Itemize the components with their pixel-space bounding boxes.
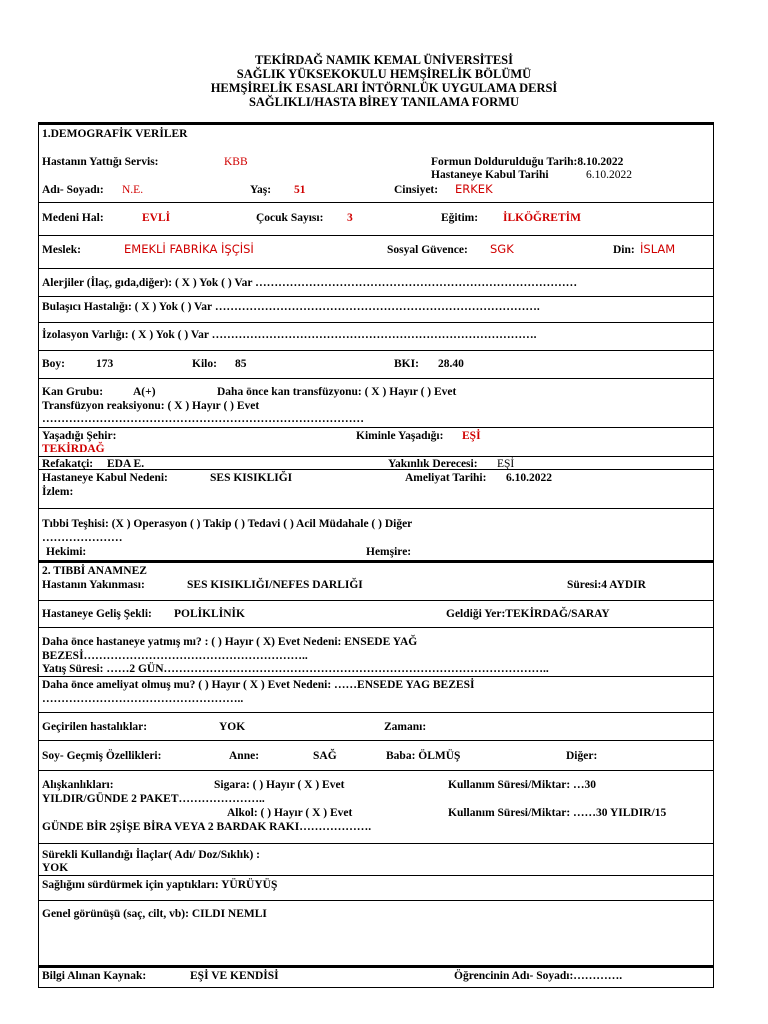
row-divider	[38, 770, 714, 771]
row-divider	[38, 235, 714, 236]
row-divider	[38, 900, 714, 901]
admission-date-value: 6.10.2022	[586, 169, 632, 181]
row-divider	[38, 427, 714, 428]
smoking-row: Sigara: ( ) Hayır ( X ) Evet	[214, 779, 345, 791]
row-divider	[38, 508, 714, 509]
illness-time-label: Zamanı:	[384, 721, 427, 733]
blood-group-value: A(+)	[133, 386, 156, 398]
isolation-row: İzolasyon Varlığı: ( X ) Yok ( ) Var ………………………………………………………………………….	[42, 329, 537, 341]
servis-value: KBB	[224, 156, 248, 168]
city-value: TEKİRDAĞ	[42, 443, 105, 455]
mother-value: SAĞ	[313, 750, 337, 762]
origin-place: Geldiği Yer:TEKİRDAĞ/SARAY	[446, 608, 610, 620]
form-date: Formun Doldurulduğu Tarih:8.10.2022	[431, 156, 624, 168]
alcohol-usage-cont: GÜNDE BİR 2ŞİŞE BİRA VEYA 2 BARDAK RAKI……………….	[42, 821, 372, 833]
servis-label: Hastanın Yattığı Servis:	[42, 156, 159, 168]
row-divider	[38, 712, 714, 713]
relation-label: Yakınlık Derecesi:	[388, 458, 478, 470]
name-label: Adı- Soyadı:	[42, 184, 104, 196]
form-title: SAĞLIKLI/HASTA BİREY TANILAMA FORMU	[248, 95, 520, 109]
section-demographic: 1.DEMOGRAFİK VERİLER	[42, 128, 188, 140]
stay-duration: Yatış Süresi: ……2 GÜN………………………………………………………………………………………..	[42, 663, 549, 675]
row-divider	[38, 600, 714, 601]
row-divider	[38, 875, 714, 876]
row-divider	[38, 740, 714, 741]
row-divider	[38, 627, 714, 628]
alcohol-usage: Kullanım Süresi/Miktar: ……30 YILDIR/15	[448, 807, 667, 819]
weight-label: Kilo:	[192, 358, 217, 370]
prior-surgery: Daha önce ameliyat olmuş mu? ( ) Hayır ( X ) Evet Nedeni: ……ENSEDE YAG BEZESİ	[42, 679, 475, 691]
bmi-value: 28.40	[438, 358, 464, 370]
weight-value: 85	[235, 358, 247, 370]
occupation-value: EMEKLİ FABRİKA İŞÇİSİ	[124, 242, 254, 256]
insurance-value: SGK	[490, 242, 514, 256]
row-divider	[38, 350, 714, 351]
name-value: N.E.	[122, 184, 144, 196]
admission-date-label: Hastaneye Kabul Tarihi	[431, 169, 549, 181]
info-source-value: EŞİ VE KENDİSİ	[190, 970, 279, 982]
row-divider	[38, 268, 714, 269]
age-value: 51	[294, 184, 306, 196]
nurse-label: Hemşire:	[366, 546, 412, 558]
companion-value: EDA E.	[107, 458, 145, 470]
surgery-date-label: Ameliyat Tarihi:	[405, 472, 487, 484]
lives-with-value: EŞİ	[462, 430, 481, 442]
medications-value: YOK	[42, 862, 69, 874]
university-title: TEKİRDAĞ NAMIK KEMAL ÜNİVERSİTESİ	[254, 53, 514, 67]
row-divider	[38, 202, 714, 203]
row-divider	[38, 378, 714, 379]
companion-label: Refakatçi:	[42, 458, 94, 470]
row-divider	[38, 676, 714, 677]
bmi-label: BKI:	[394, 358, 419, 370]
gender-value: ERKEK	[455, 182, 493, 196]
alcohol-row: Alkol: ( ) Hayır ( X ) Evet	[227, 807, 353, 819]
prior-hospitalization: Daha önce hastaneye yatmış mı? : ( ) Hayır ( X) Evet Nedeni: ENSEDE YAĞ	[42, 636, 418, 648]
row-divider	[38, 322, 714, 323]
smoking-usage: Kullanım Süresi/Miktar: …30	[448, 779, 597, 791]
smoking-usage-cont: YILDIR/GÜNDE 2 PAKET…………………..	[42, 793, 265, 805]
education-value: İLKÖĞRETİM	[503, 212, 581, 224]
mother-label: Anne:	[229, 750, 260, 762]
section-rule	[38, 560, 714, 563]
relation-value: EŞİ	[497, 458, 515, 470]
transfusion-row: Daha önce kan transfüzyonu: ( X ) Hayır ( ) Evet	[217, 386, 457, 398]
insurance-label: Sosyal Güvence:	[387, 244, 468, 256]
surgery-date-value: 6.10.2022	[506, 472, 552, 484]
complaint-duration: Süresi:4 AYDIR	[567, 579, 646, 591]
allergies-row: Alerjiler (İlaç, gıda,diğer): ( X ) Yok ( ) Var …………………………………………………………………………	[42, 277, 578, 289]
row-divider	[38, 296, 714, 297]
height-label: Boy:	[42, 358, 65, 370]
complaint-value: SES KISIKLIĞI/NEFES DARLIĞI	[187, 579, 363, 591]
age-label: Yaş:	[250, 184, 272, 196]
admission-reason-label: Hastaneye Kabul Nedeni:	[42, 472, 168, 484]
marital-value: EVLİ	[142, 212, 171, 224]
blood-group-label: Kan Grubu:	[42, 386, 104, 398]
school-title: SAĞLIK YÜKSEKOKULU HEMŞİRELİK BÖLÜMÜ	[236, 67, 532, 81]
education-label: Eğitim:	[441, 212, 479, 224]
infectious-row: Bulaşıcı Hastalığı: ( X ) Yok ( ) Var ………………………………………………………………………….	[42, 301, 540, 313]
diagnosis-row: Tıbbi Teşhisi: (X ) Operasyon ( ) Takip ( ) Tedavi ( ) Acil Müdahale ( ) Diğer	[42, 518, 413, 530]
row-divider	[38, 456, 714, 457]
health-maintenance: Sağlığını sürdürmek için yaptıkları: YÜRÜYÜŞ	[42, 879, 278, 891]
dots-line: …………………………………………………………………………	[42, 413, 364, 425]
children-value: 3	[347, 212, 353, 224]
general-appearance: Genel görünüşü (saç, cilt, vb): CILDI NEMLI	[42, 908, 267, 920]
city-label: Yaşadığı Şehir:	[42, 430, 117, 442]
past-illness-label: Geçirilen hastalıklar:	[42, 721, 148, 733]
height-value: 173	[96, 358, 114, 370]
top-rule	[38, 122, 714, 125]
other-label: Diğer:	[566, 750, 598, 762]
footer-rule	[38, 965, 714, 968]
prior-hospitalization-cont: BEZESİ…………………………………………………..	[42, 650, 308, 662]
medications-label: Sürekli Kullandığı İlaçlar( Adı/ Doz/Sıklık) :	[42, 849, 261, 861]
course-title: HEMŞİRELİK ESASLARI İNTÖRNLÜK UYGULAMA DERSİ	[210, 81, 558, 95]
arrival-label: Hastaneye Geliş Şekli:	[42, 608, 152, 620]
gender-label: Cinsiyet:	[394, 184, 439, 196]
diagnosis-dots: …………………	[42, 532, 123, 544]
lives-with-label: Kiminle Yaşadığı:	[356, 430, 444, 442]
doctor-label: Hekimi:	[46, 546, 87, 558]
row-divider	[38, 843, 714, 844]
info-source-label: Bilgi Alınan Kaynak:	[42, 970, 147, 982]
family-history-label: Soy- Geçmiş Özellikleri:	[42, 750, 162, 762]
religion-value: İSLAM	[640, 242, 676, 256]
follow-up-label: İzlem:	[42, 486, 74, 498]
children-label: Çocuk Sayısı:	[256, 212, 324, 224]
habits-label: Alışkanlıkları:	[42, 779, 114, 791]
student-name-label: Öğrencinin Adı- Soyadı:………….	[454, 970, 623, 982]
arrival-value: POLİKLİNİK	[174, 608, 245, 620]
marital-label: Medeni Hal:	[42, 212, 104, 224]
occupation-label: Meslek:	[42, 244, 81, 256]
religion-label: Din:	[613, 244, 635, 256]
complaint-label: Hastanın Yakınması:	[42, 579, 145, 591]
past-illness-value: YOK	[219, 721, 246, 733]
father-value: Baba: ÖLMÜŞ	[386, 750, 461, 762]
transfusion-reaction-row: Transfüzyon reaksiyonu: ( X ) Hayır ( ) Evet	[42, 400, 260, 412]
section-anamnez: 2. TIBBİ ANAMNEZ	[42, 565, 147, 577]
prior-surgery-cont: ……………………………………………..	[42, 693, 244, 705]
admission-reason-value: SES KISIKLIĞI	[210, 472, 293, 484]
